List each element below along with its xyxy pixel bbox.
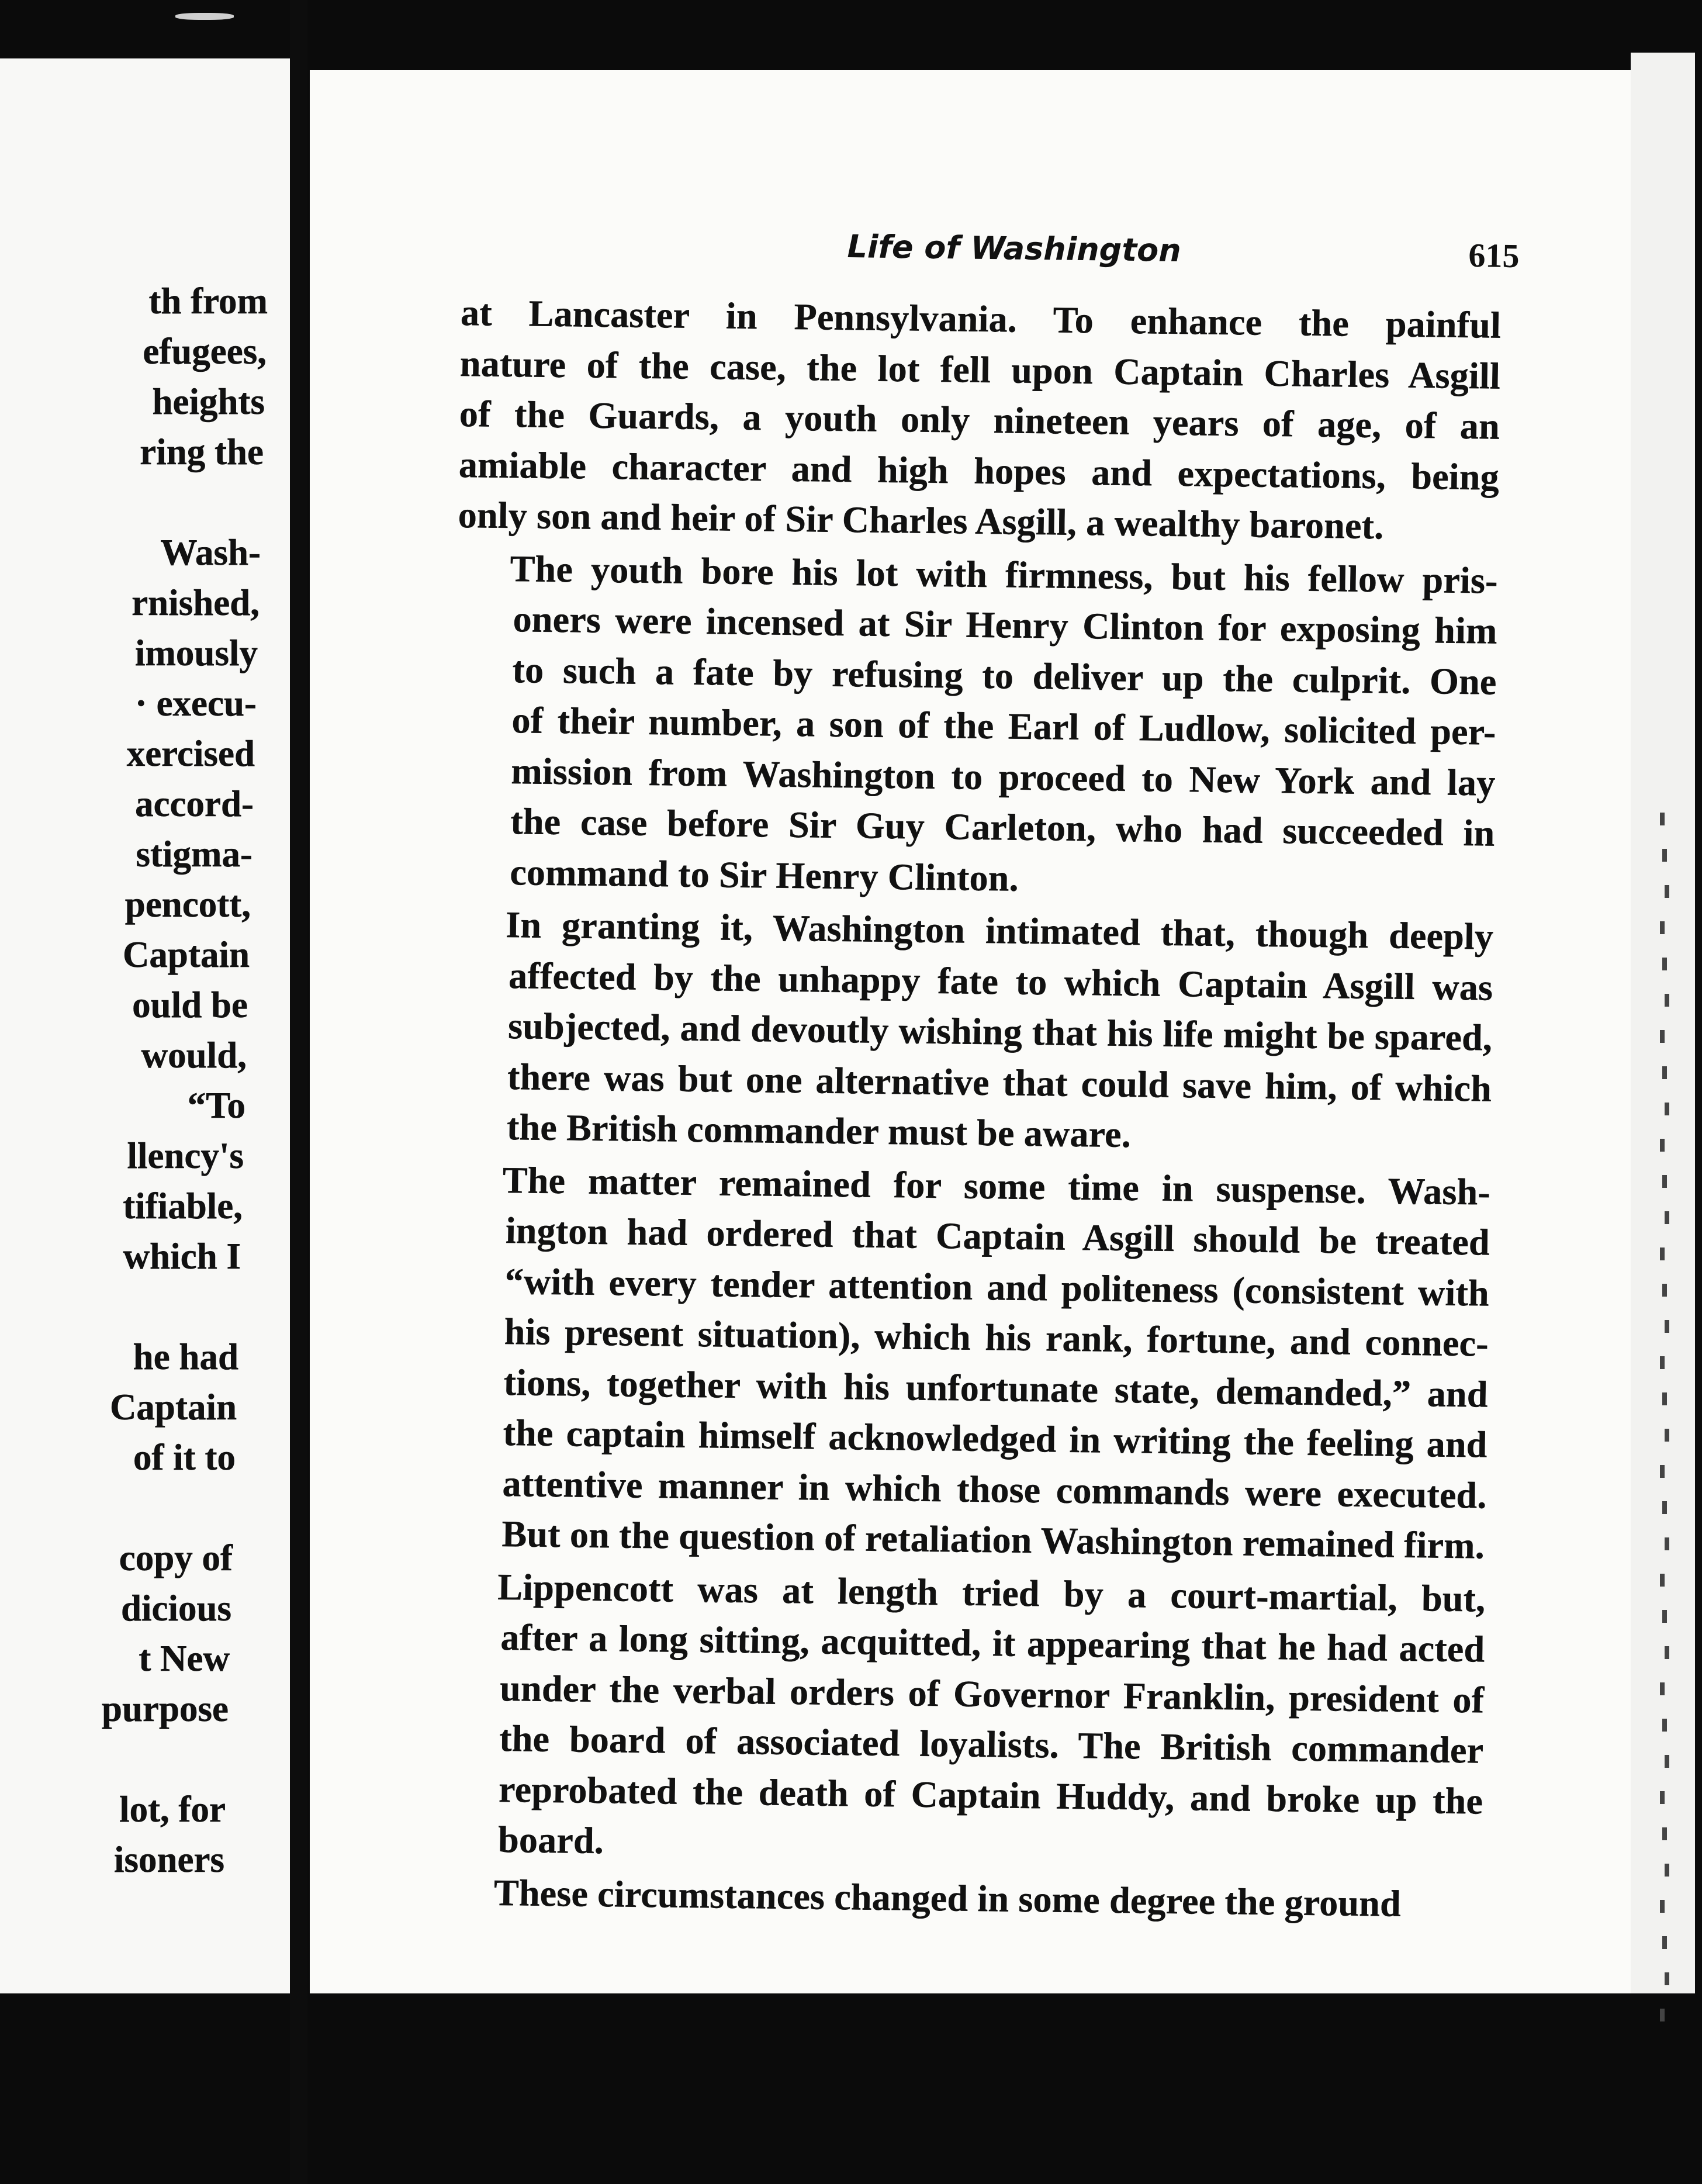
edge-mark (1665, 1103, 1669, 1115)
text-line: the captain himself acknowledged in writing the feeling and (503, 1412, 1488, 1466)
edge-mark (1665, 1211, 1669, 1224)
edge-mark (1662, 1392, 1667, 1405)
text-line: there was but one alternative that could save him, of which (507, 1055, 1492, 1110)
edge-mark (1662, 1827, 1667, 1840)
text-line: only son and heir of Sir Charles Asgill, a wealthy baronet. (458, 493, 1384, 547)
left-page-line: · execu- (134, 683, 257, 724)
edge-mark (1660, 1574, 1665, 1587)
edge-mark (1665, 1755, 1669, 1768)
text-line: the case before Sir Guy Carleton, who had succeeded in (510, 800, 1495, 854)
edge-mark (1660, 813, 1665, 825)
text-line: his present situation), which his rank, fortune, and connec- (504, 1311, 1489, 1364)
edge-mark (1660, 1465, 1665, 1478)
paragraph (451, 899, 1494, 1164)
text-line: the British commander must be aware. (506, 1106, 1132, 1156)
paragraph (441, 1867, 1482, 1930)
text-line: The matter remained for some time in suspense. Wash- (502, 1159, 1491, 1213)
edge-mark (1662, 1610, 1667, 1623)
page-gutter (290, 0, 307, 2184)
left-page-line: ring the (140, 431, 264, 472)
left-page-line: of it to (133, 1437, 236, 1478)
right-page (310, 70, 1631, 1993)
left-page-line: heights (152, 381, 265, 422)
left-page-line: Captain (122, 934, 250, 975)
edge-mark (1665, 1864, 1669, 1877)
paragraph (445, 1154, 1490, 1571)
edge-mark (1665, 994, 1669, 1007)
paragraph (442, 1561, 1486, 1877)
edge-mark (1665, 1320, 1669, 1333)
text-line: the board of associated loyalists. The British commander (499, 1717, 1484, 1771)
page-edge (1631, 53, 1695, 1993)
edge-mark (1660, 921, 1665, 934)
edge-mark (1660, 1356, 1665, 1369)
left-page-line: dicious (120, 1588, 231, 1629)
left-page-line: lot, for (119, 1789, 226, 1830)
paragraph (458, 288, 1501, 553)
body-text (441, 288, 1502, 1930)
edge-mark (1662, 1066, 1667, 1079)
text-line: attentive manner in which those commands were executed. (502, 1462, 1487, 1516)
left-page-line: would, (141, 1035, 247, 1076)
left-page-line: llency's (127, 1135, 244, 1176)
text-line: ington had ordered that Captain Asgill should be treated (505, 1210, 1490, 1263)
text-line: to such a fate by refusing to deliver up the culprit. One (512, 648, 1497, 703)
scan-speck (175, 13, 234, 20)
left-page-line: “To (187, 1085, 245, 1126)
text-line: These circumstances changed in some degree the ground (493, 1871, 1402, 1924)
text-line: oners were incensed at Sir Henry Clinton for exposing him (513, 598, 1498, 652)
edge-mark (1665, 1429, 1669, 1442)
left-page-line: Captain (109, 1387, 237, 1428)
page-content (441, 223, 1520, 1930)
left-page-line: copy of (119, 1537, 233, 1578)
left-page-line: efugees, (143, 331, 267, 372)
left-page-line: accord- (135, 783, 254, 824)
text-line: mission from Washington to proceed to New York and lay (511, 749, 1496, 804)
text-line: at Lancaster in Pennsylvania. To enhance the painful (460, 291, 1502, 346)
edge-mark (1662, 1936, 1667, 1949)
left-page-line: pencott, (124, 884, 251, 925)
text-line: tions, together with his unfortunate state, demanded,” and (503, 1361, 1489, 1415)
paragraph (454, 542, 1498, 909)
text-line: The youth bore his lot with firmness, but his fellow pris- (510, 547, 1499, 602)
left-page-line: xercised (126, 733, 255, 774)
edge-mark (1662, 849, 1667, 862)
left-page-line: imously (134, 633, 258, 673)
running-head (461, 223, 1520, 300)
left-page-line: ould be (132, 984, 248, 1025)
edge-mark (1662, 1284, 1667, 1297)
edge-mark (1662, 1719, 1667, 1732)
text-line: of the Guards, a youth only nineteen years of age, of an (459, 392, 1500, 447)
left-page-line: rnished, (132, 582, 260, 623)
left-page-line: tifiable, (123, 1186, 243, 1226)
edge-mark (1660, 1139, 1665, 1152)
left-page-line: isoners (114, 1839, 224, 1880)
left-page-line: Wash- (160, 532, 261, 573)
edge-mark (1662, 1175, 1667, 1188)
left-page-line: purpose (101, 1688, 229, 1729)
edge-mark (1660, 1682, 1665, 1695)
left-page-line: th from (148, 281, 268, 322)
left-page (0, 58, 290, 1993)
text-line: of their number, a son of the Earl of Ludlow, solicited per- (511, 699, 1496, 753)
edge-mark (1662, 1501, 1667, 1514)
text-line: nature of the case, the lot fell upon Captain Charles Asgill (459, 342, 1501, 397)
edge-mark (1665, 885, 1669, 898)
text-line: affected by the unhappy fate to which Captain Asgill was (508, 954, 1493, 1008)
text-line: Lippencott was at length tried by a court-martial, but, (497, 1566, 1486, 1620)
edge-mark (1660, 1900, 1665, 1913)
text-line: command to Sir Henry Clinton. (510, 851, 1019, 899)
edge-mark (1660, 1791, 1665, 1804)
text-line: reprobated the death of Captain Huddy, and broke up the (498, 1768, 1483, 1822)
edge-mark (1662, 958, 1667, 970)
text-line: “with every tender attention and politeness (consistent with (504, 1260, 1490, 1314)
edge-mark (1660, 1247, 1665, 1260)
running-title: Life of Washington (847, 228, 1182, 269)
text-line: under the verbal orders of Governor Franklin, president of (499, 1667, 1485, 1721)
edge-mark (1665, 1537, 1669, 1550)
text-line: subjected, and devoutly wishing that his life might be spared, (507, 1005, 1493, 1059)
left-page-line: he had (133, 1336, 238, 1377)
edge-mark (1665, 1972, 1669, 1985)
left-page-line: which I (123, 1236, 241, 1277)
text-line: But on the question of retaliation Washington remained firm. (501, 1513, 1485, 1567)
text-line: amiable character and high hopes and expectations, being (458, 443, 1500, 498)
edge-mark (1665, 1646, 1669, 1659)
left-page-line: stigma- (136, 834, 252, 875)
edge-mark (1660, 1030, 1665, 1043)
page-number: 615 (1468, 236, 1520, 275)
text-line: after a long sitting, acquitted, it appearing that he had acted (500, 1616, 1485, 1670)
text-line: board. (497, 1818, 604, 1862)
edge-mark (1660, 2009, 1665, 2021)
left-page-line: t New (139, 1638, 230, 1679)
text-line: In granting it, Washington intimated that, though deeply (505, 904, 1494, 958)
